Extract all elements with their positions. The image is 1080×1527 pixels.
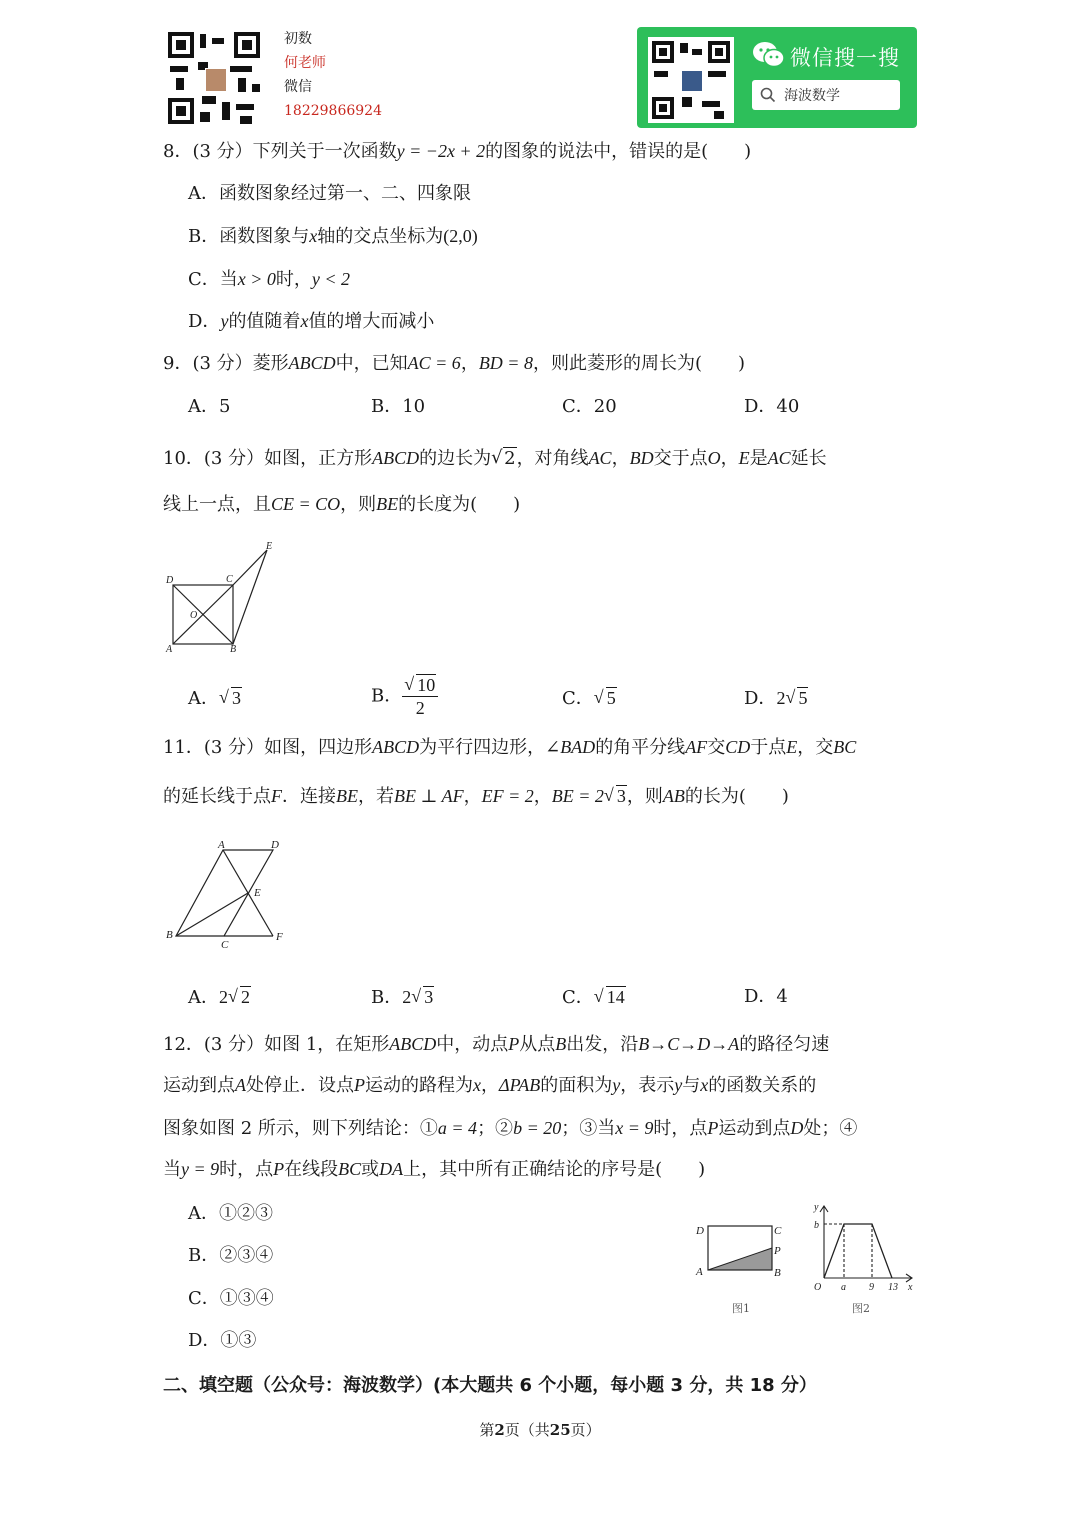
q8-option-d-mid: 的值随着 — [228, 311, 301, 332]
q11-l1-pre: 11．(3 分）如图，四边形 — [163, 737, 373, 758]
q10-o: O — [707, 448, 721, 468]
q9-bd: BD = 8 — [478, 353, 533, 373]
q12-l2-post: 的函数关系的 — [708, 1075, 817, 1096]
q12-b20: b = 20 — [513, 1118, 562, 1138]
q12-fig2-caption: 图2 — [852, 1302, 870, 1315]
q10-option-b-fraction — [402, 674, 438, 719]
q11-ef: EF = 2 — [481, 786, 534, 806]
q12-l4-mid3: 或 — [361, 1159, 380, 1180]
q8-option-b-point: (2,0) — [443, 226, 478, 246]
q10-abcd: ABCD — [372, 448, 420, 468]
q12-fig2-graph — [824, 1224, 892, 1278]
q11-label-b: B — [166, 929, 173, 941]
q12-x9: x = 9 — [615, 1118, 654, 1138]
q12-option-d: D．①③ — [188, 1330, 257, 1351]
q12-l2-mid: 处停止．设点 — [246, 1075, 354, 1096]
q12-stem-line4 — [163, 1157, 705, 1182]
q10-sep: ， — [611, 448, 630, 469]
q9-stem-post: ，则此菱形的周长为( ) — [532, 353, 745, 374]
q12-l2-mid2: 运动的路程为 — [365, 1075, 473, 1096]
q11-option-b-radicand: 3 — [424, 987, 434, 1007]
q10-option-a-label: A． — [188, 688, 219, 709]
q8-option-b-x: x — [309, 226, 318, 246]
q12-l4-mid2: 在线段 — [284, 1159, 339, 1180]
q10-option-a — [188, 686, 242, 711]
footer-mid: 页（共 — [504, 1421, 550, 1439]
q10-option-b — [371, 674, 438, 719]
q10-l1-pre: 10．(3 分）如图，正方形 — [163, 448, 373, 469]
q12-l4-post: 上，其中所有正确结论的序号是( ) — [403, 1159, 706, 1180]
q10-label-o: O — [190, 610, 198, 621]
q11-option-a — [188, 985, 251, 1010]
contact-info — [284, 27, 382, 123]
q8-stem — [163, 139, 751, 164]
q11-af: AF — [685, 737, 708, 757]
q10-l1-mid2: ，对角线 — [516, 448, 589, 469]
q12-fig2-label-y: y — [814, 1202, 819, 1213]
q11-bc: BC — [833, 737, 857, 757]
q12-l1-post: 的路径匀速 — [739, 1034, 830, 1055]
q9-stem-mid: 中，已知 — [335, 353, 408, 374]
q11-label-a: A — [218, 839, 225, 851]
q10-ac: AC — [588, 448, 612, 468]
contact-teacher: 何老师 — [284, 55, 326, 71]
q11-label-e: E — [254, 887, 261, 899]
q11-l1-mid: 为平行四边形， — [419, 737, 546, 758]
q10-ce-co: CE = CO — [271, 494, 341, 514]
q11-abcd: ABCD — [372, 737, 420, 757]
footer-page-total: 25 — [549, 1421, 571, 1439]
q11-l2-mid3: ，则 — [626, 786, 663, 807]
q12-stem-line2 — [163, 1073, 816, 1098]
q8-option-d — [188, 309, 434, 334]
q11-cd: CD — [725, 737, 751, 757]
q9-sep: ， — [460, 353, 479, 374]
q8-option-c — [188, 267, 350, 292]
q8-option-d-x: x — [300, 311, 309, 331]
wechat-search-text: 海波数学 — [784, 88, 840, 104]
q11-option-b-sqrt — [411, 985, 434, 1009]
q11-l1-mid5: ，交 — [797, 737, 834, 758]
q12-y9: y = 9 — [181, 1159, 220, 1179]
q12-figure2 — [806, 1200, 924, 1318]
q12-fig2-label-13: 13 — [888, 1282, 898, 1293]
contact-label-wechat: 微信 — [284, 79, 312, 95]
q9-ac: AC = 6 — [407, 353, 461, 373]
q10-option-b-radicand: 10 — [417, 675, 436, 695]
q11-ab: AB — [662, 786, 685, 806]
qr-code-right — [648, 37, 734, 123]
q10-l2-pre: 线上一点，且 — [163, 494, 271, 515]
q10-option-b-sqrt — [404, 674, 436, 696]
q8-option-b-post: 轴的交点坐标为 — [317, 226, 444, 247]
q11-option-a-radicand: 2 — [241, 987, 250, 1007]
q11-label-d: D — [271, 839, 279, 851]
q11-l1-mid2: 的角平分线 — [595, 737, 686, 758]
q10-extension-ce — [233, 550, 267, 585]
q8-option-c-result: y < 2 — [311, 269, 351, 289]
q8-option-d-post: 值的增大而减小 — [308, 311, 435, 332]
q10-label-e: E — [266, 541, 273, 552]
q10-l1-mid: 的边长为 — [419, 448, 492, 469]
q12-sep: ， — [481, 1075, 499, 1096]
q12-fig2-label-x: x — [908, 1282, 913, 1293]
q12-p3: P — [707, 1118, 719, 1138]
q11-sqrt3-radicand: 3 — [616, 786, 626, 806]
q10-option-c-label: C． — [562, 688, 594, 709]
q10-option-a-radicand: 3 — [232, 688, 241, 708]
q10-stem-line2 — [163, 492, 520, 517]
q10-option-d-coef: 2 — [776, 688, 786, 708]
q10-option-c — [562, 686, 617, 711]
q10-option-c-radicand: 5 — [606, 688, 616, 708]
q12-fig2-label-o: O — [814, 1282, 822, 1293]
q12-fig1-label-p: P — [774, 1245, 781, 1257]
q9-option-c: C．20 — [562, 396, 617, 417]
q10-label-a: A — [166, 644, 173, 655]
q12-l4-pre: 当 — [163, 1159, 181, 1180]
footer-pre: 第 — [479, 1421, 495, 1439]
q12-p: P — [508, 1034, 520, 1054]
search-icon — [760, 87, 776, 103]
q9-option-a: A．5 — [188, 396, 231, 417]
q12-bc: BC — [338, 1159, 362, 1179]
q10-be: BE — [376, 494, 399, 514]
q12-l3-mid: ；③当 — [561, 1118, 616, 1139]
q10-e: E — [738, 448, 750, 468]
q11-option-b-coef: 2 — [402, 987, 412, 1007]
q11-option-b-label: B． — [371, 987, 403, 1008]
q11-stem-line1 — [163, 735, 856, 760]
q11-option-d: D．4 — [744, 986, 788, 1007]
contact-phone: 18229866924 — [284, 103, 382, 119]
q12-l2-mid4: ，表示 — [620, 1075, 675, 1096]
q10-stem-line1 — [163, 446, 827, 471]
q10-l1-mid3: 交于点 — [653, 448, 708, 469]
q11-option-c — [562, 985, 626, 1010]
q12-b: B — [555, 1034, 567, 1054]
q11-sep2: ， — [533, 786, 552, 807]
q10-l1-mid4: 是 — [749, 448, 768, 469]
q11-e: E — [786, 737, 798, 757]
q9-stem — [163, 351, 745, 376]
q11-l2-mid: ．连接 — [282, 786, 336, 807]
q8-option-d-y: y — [220, 311, 229, 331]
q11-option-a-coef: 2 — [219, 987, 228, 1007]
q10-l1-post: 延长 — [790, 448, 827, 469]
q10-option-d-sqrt — [785, 686, 808, 710]
q12-l3-sep: ；② — [477, 1118, 514, 1139]
footer-post: 页） — [570, 1421, 601, 1439]
q8-option-c-cond: x > 0 — [237, 269, 276, 289]
q12-l1-mid2: 从点 — [519, 1034, 556, 1055]
q10-l2-post: 的长度为( ) — [398, 494, 521, 515]
q11-f: F — [271, 786, 282, 806]
q11-label-f: F — [276, 931, 283, 943]
q11-option-a-label: A． — [188, 987, 219, 1008]
q9-option-b: B．10 — [371, 396, 426, 417]
q12-l2-pre: 运动到点 — [163, 1075, 235, 1096]
q10-sep2: ， — [720, 448, 739, 469]
q12-l1-mid: 中，动点 — [436, 1034, 509, 1055]
q12-p4: P — [273, 1159, 285, 1179]
q11-option-a-sqrt — [228, 985, 251, 1009]
q12-y: y — [612, 1075, 621, 1095]
q12-l3-pre: 图象如图 2 所示，则下列结论：① — [163, 1118, 438, 1139]
q12-path: B→C→D→A — [638, 1034, 740, 1054]
q11-option-c-radicand: 14 — [606, 987, 625, 1007]
q8-stem-post: 的图象的说法中，错误的是( ) — [485, 141, 752, 162]
q8-option-b — [188, 224, 478, 249]
q12-stem-line1 — [163, 1032, 829, 1057]
q10-l2-mid: ，则 — [340, 494, 377, 515]
q12-l1-mid3: 出发，沿 — [566, 1034, 639, 1055]
q10-option-d — [744, 686, 808, 711]
q12-fig2-label-9: 9 — [869, 1282, 874, 1293]
q12-d: D — [790, 1118, 804, 1138]
q11-be-value: BE = 2 — [551, 786, 604, 806]
q10-option-c-sqrt — [594, 686, 617, 710]
contact-label-chushu: 初数 — [284, 31, 312, 47]
section-2-title: 二、填空题（公众号：海波数学）(本大题共 6 个小题，每小题 3 分，共 18 分） — [163, 1375, 817, 1396]
wechat-search-title: 微信搜一搜 — [790, 46, 900, 70]
q11-sep: ， — [463, 786, 482, 807]
q9-abcd: ABCD — [288, 353, 336, 373]
q10-sqrt2 — [491, 447, 516, 471]
q12-fig1-label-c: C — [774, 1225, 782, 1237]
q10-label-d: D — [166, 575, 174, 586]
q12-fig1-label-d: D — [696, 1225, 704, 1237]
q11-angle-bad: ∠BAD — [545, 737, 596, 757]
q12-fig1-label-a: A — [696, 1266, 703, 1278]
q12-option-b: B．②③④ — [188, 1245, 274, 1266]
q10-option-d-label: D． — [744, 688, 777, 709]
q12-x: x — [473, 1075, 481, 1095]
q12-stem-line3 — [163, 1116, 857, 1141]
q12-triangle-pab: ΔPAB — [499, 1075, 541, 1095]
q10-figure — [160, 538, 285, 656]
q10-option-b-denominator: 2 — [415, 698, 425, 718]
q12-option-a: A．①②③ — [188, 1203, 273, 1224]
q11-l1-mid4: 于点 — [750, 737, 787, 758]
q8-option-d-pre: D． — [188, 311, 221, 332]
q12-abcd: ABCD — [389, 1034, 437, 1054]
q11-option-c-sqrt — [594, 985, 626, 1009]
q11-be: BE — [336, 786, 358, 806]
q12-l3-post: 处；④ — [803, 1118, 858, 1139]
q11-stem-line2 — [163, 784, 789, 809]
q11-be-perp-af: BE ⊥ AF — [394, 786, 464, 806]
q11-l2-mid2: ，若 — [358, 786, 394, 807]
q10-option-b-label: B． — [371, 685, 403, 707]
page-footer — [0, 1419, 1080, 1440]
q9-option-d: D．40 — [744, 396, 800, 417]
q12-option-c: C．①③④ — [188, 1288, 274, 1309]
q11-l2-post: 的长为( ) — [684, 786, 789, 807]
q11-label-c: C — [221, 939, 229, 951]
q10-ac2: AC — [767, 448, 791, 468]
q11-segment-be — [176, 893, 248, 936]
q12-fig2-label-a: a — [841, 1282, 846, 1293]
q10-sqrt2-radicand: 2 — [504, 448, 516, 469]
q12-a4: a = 4 — [437, 1118, 478, 1138]
q8-stem-pre: 8．(3 分）下列关于一次函数 — [163, 141, 397, 162]
q8-option-a: A．函数图象经过第一、二、四象限 — [188, 183, 471, 204]
q11-option-c-label: C． — [562, 987, 594, 1008]
q10-option-a-sqrt — [219, 686, 242, 710]
q10-segment-be — [233, 550, 267, 644]
q8-option-c-pre: C．当 — [188, 269, 238, 290]
q10-bd: BD — [629, 448, 654, 468]
q12-l2-mid3: 的面积为 — [540, 1075, 613, 1096]
q8-option-b-pre: B．函数图象与 — [188, 226, 310, 247]
q12-l3-mid3: 运动到点 — [718, 1118, 791, 1139]
q11-l2-pre: 的延长线于点 — [163, 786, 271, 807]
q12-fig2-label-b: b — [814, 1220, 819, 1231]
q10-option-d-radicand: 5 — [798, 688, 808, 708]
q12-da: DA — [379, 1159, 404, 1179]
q12-l2-mid5: 与 — [682, 1075, 701, 1096]
wechat-logo-icon — [752, 40, 786, 70]
q11-option-b — [371, 985, 434, 1010]
q12-figure1 — [690, 1218, 790, 1318]
q8-option-c-mid: 时， — [275, 269, 312, 290]
q12-x2: x — [700, 1075, 709, 1095]
footer-page-number: 2 — [494, 1421, 505, 1439]
qr-code-left — [168, 32, 260, 124]
q12-fig1-caption: 图1 — [732, 1302, 750, 1315]
q12-y2: y — [674, 1075, 683, 1095]
q12-l4-mid: 时，点 — [219, 1159, 274, 1180]
q11-figure — [160, 836, 295, 954]
q12-l1-pre: 12．(3 分）如图 1，在矩形 — [163, 1034, 390, 1055]
q12-fig1-label-b: B — [774, 1267, 781, 1279]
q11-sqrt3 — [604, 784, 627, 808]
q10-label-c: C — [226, 574, 233, 585]
q12-a: A — [235, 1075, 246, 1095]
q12-p2: P — [354, 1075, 365, 1095]
q8-function: y = −2x + 2 — [396, 141, 486, 161]
q12-l3-mid2: 时，点 — [653, 1118, 708, 1139]
q9-stem-pre: 9．(3 分）菱形 — [163, 353, 289, 374]
q10-label-b: B — [230, 644, 237, 655]
q11-l1-mid3: 交 — [707, 737, 726, 758]
